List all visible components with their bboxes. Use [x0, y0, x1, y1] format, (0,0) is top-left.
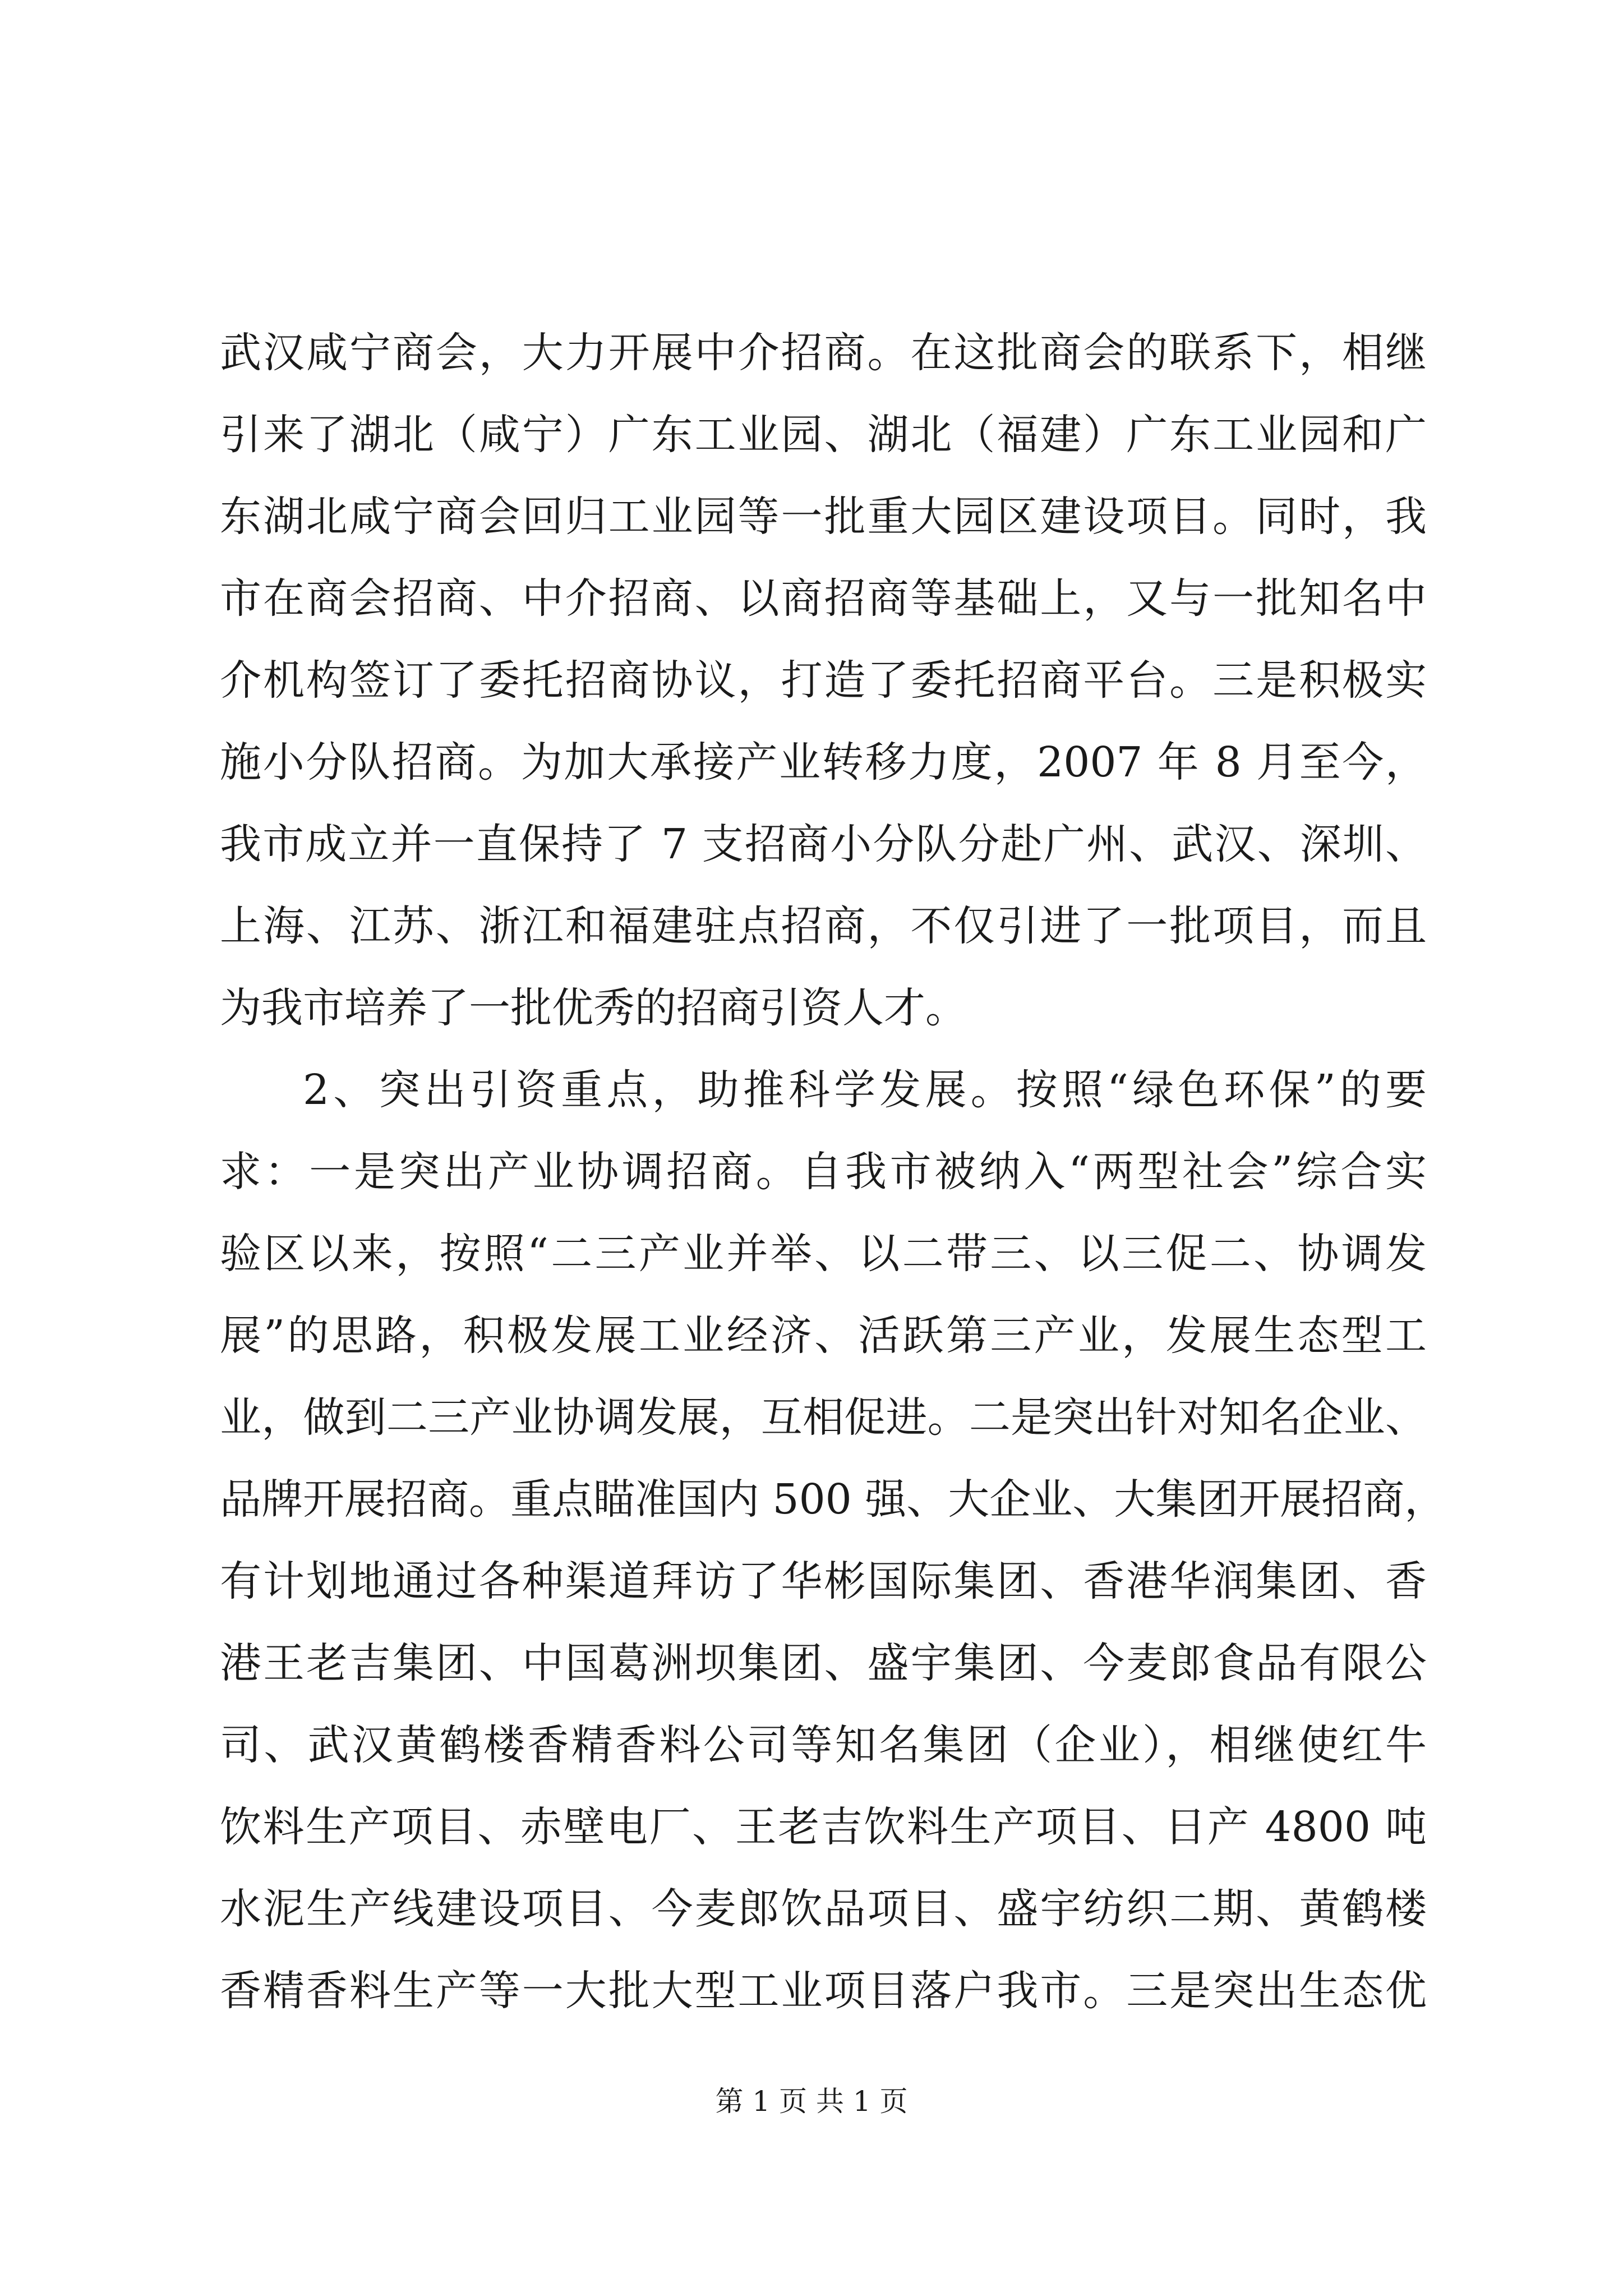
text-line: 求：一是突出产业协调招商。自我市被纳入“两型社会”综合实	[220, 1148, 1427, 1196]
text-line: 品牌开展招商。重点瞄准国内 500 强、大企业、大集团开展招商，	[220, 1475, 1446, 1524]
text-line: 东湖北咸宁商会回归工业园等一批重大园区建设项目。同时，我	[220, 493, 1427, 541]
text-line: 香精香料生产等一大批大型工业项目落户我市。三是突出生态优	[220, 1967, 1427, 2015]
page-number-footer: 第 1 页 共 1 页	[715, 2085, 908, 2118]
text-line: 有计划地通过各种渠道拜访了华彬国际集团、香港华润集团、香	[220, 1557, 1427, 1605]
text-line: 武汉咸宁商会，大力开展中介招商。在这批商会的联系下，相继	[220, 329, 1427, 377]
text-line: 介机构签订了委托招商协议，打造了委托招商平台。三是积极实	[220, 656, 1427, 705]
text-line: 港王老吉集团、中国葛洲坝集团、盛宇集团、今麦郎食品有限公	[220, 1639, 1427, 1687]
document-body	[220, 312, 1446, 2032]
text-line: 为我市培养了一批优秀的招商引资人才。	[220, 984, 967, 1032]
text-line: 我市成立并一直保持了 7 支招商小分队分赴广州、武汉、深圳、	[220, 820, 1427, 868]
text-line: 引来了湖北（咸宁）广东工业园、湖北（福建）广东工业园和广	[220, 411, 1427, 459]
text-line: 施小分队招商。为加大承接产业转移力度，2007 年 8 月至今，	[220, 738, 1427, 786]
paragraph-start-line: 2、突出引资重点，助推科学发展。按照“绿色环保”的要	[303, 1066, 1427, 1114]
text-line: 司、武汉黄鹤楼香精香料公司等知名集团（企业），相继使红牛	[220, 1721, 1427, 1769]
text-line: 水泥生产线建设项目、今麦郎饮品项目、盛宇纺织二期、黄鹤楼	[220, 1885, 1427, 1933]
text-line: 市在商会招商、中介招商、以商招商等基础上，又与一批知名中	[220, 574, 1427, 623]
text-line: 上海、江苏、浙江和福建驻点招商，不仅引进了一批项目，而且	[220, 902, 1427, 950]
text-line: 验区以来，按照“二三产业并举、以二带三、以三促二、协调发	[220, 1230, 1427, 1278]
text-line: 展”的思路，积极发展工业经济、活跃第三产业，发展生态型工	[220, 1312, 1427, 1360]
text-line: 业，做到二三产业协调发展，互相促进。二是突出针对知名企业、	[220, 1393, 1427, 1442]
text-line: 饮料生产项目、赤壁电厂、王老吉饮料生产项目、日产 4800 吨	[220, 1803, 1427, 1851]
